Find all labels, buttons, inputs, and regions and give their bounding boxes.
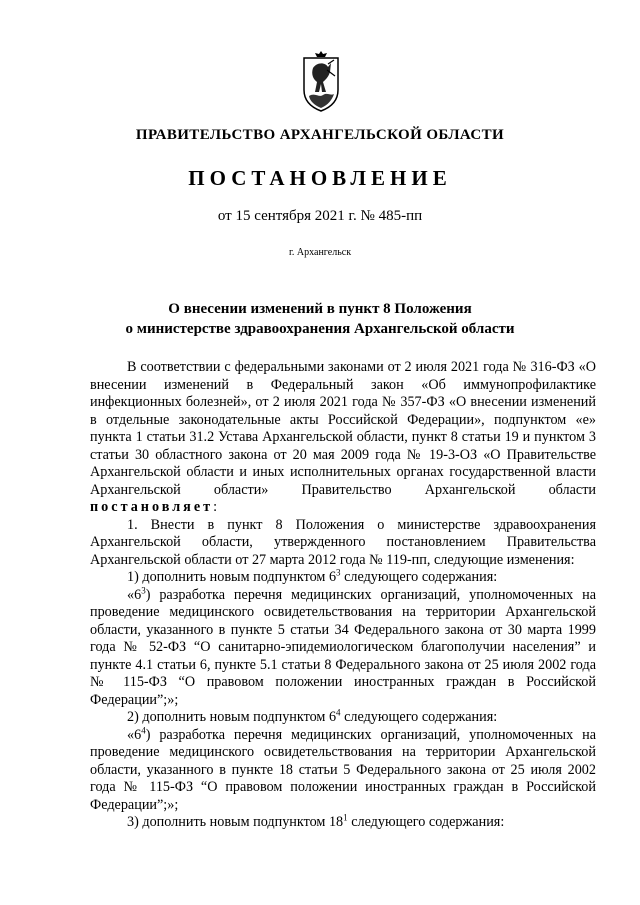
item-1-paragraph: 1. Внести в пункт 8 Положения о министерстве здравоохранения Архангельской области, утвержденного постановлением Правительства Архангельской области от 27 марта 2012 года № 119-пп, следующие изменения: [90,516,596,568]
preamble-paragraph [90,359,596,517]
resolves-colon: : [213,499,218,515]
document-body [90,359,596,832]
preamble-text: В соответствии с федеральными законами от 2 июля 2021 года № 316-ФЗ «О внесении изменений в Федеральный закон «Об иммунопрофилактике инфекционных болезней», от 2 июля 2021 года № 357-ФЗ «О внесении изменений в отдельные законодательные акты Российской Федерации», подпунктом «е» пункта 1 статьи 31.2 Устава Архангельской области, пункт 8 статьи 19 и пунктом 3 статьи 30 областного закона от 20 мая 2009 года № 19-3-ОЗ «О Правительстве Архангельской области и иных исполнительных органах государственной власти Архангельской области» Правительство Архангельской области [90,359,596,498]
document-title [0,299,640,339]
quote-2-paragraph: «$6^4$) разработка перечня медицинских организаций, уполномоченных на проведение медицинского освидетельствования на территории Архангельской области, указанного в пункте 18 статьи 5 Федерального закона от 25 июля 2002 года № 115-ФЗ “О правовом положении иностранных граждан в Российской Федерации”;»; [90,724,596,813]
city: г. Архангельск [288,247,352,258]
subitem-3: 3) дополнить новым подпунктом $18^1$ следующего содержания: [127,812,505,830]
government-name: ПРАВИТЕЛЬСТВО АРХАНГЕЛЬСКОЙ ОБЛАСТИ [135,127,505,143]
subitem-1: 1) дополнить новым подпунктом $6^3$ следующего содержания: [127,567,498,585]
date-and-number: от 15 сентября 2021 г. № 485-пп [217,208,423,224]
subitem-2: 2) дополнить новым подпунктом $6^4$ следующего содержания: [127,707,498,725]
coat-of-arms-icon [301,50,341,112]
title-line-2: о министерстве здравоохранения Архангельской области [125,321,515,337]
document-type: ПОСТАНОВЛЕНИЕ [188,166,452,190]
resolves-word: постановляет [90,499,214,515]
quote-1-paragraph: «$6^3$) разработка перечня медицинских организаций, уполномоченных на проведение медицинского освидетельствования на территории Архангельской области, указанного в пункте 5 статьи 34 Федерального закона от 30 марта 1999 года № 52-ФЗ “О санитарно-эпидемиологическом благополучии населения” и пункте 4.1 статьи 6, пункте 5.1 статьи 8 Федерального закона от 25 июля 2002 года № 115-ФЗ “О правовом положении иностранных граждан в Российской Федерации”;»; [90,584,596,708]
title-line-1: О внесении изменений в пункт 8 Положения [168,301,472,317]
